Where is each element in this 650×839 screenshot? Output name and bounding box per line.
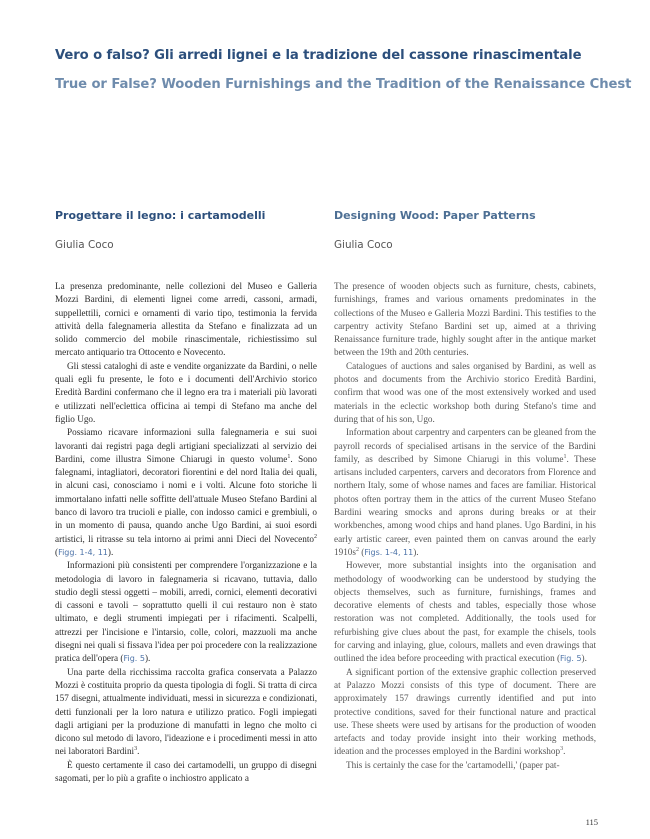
paragraph: È questo certamente il caso dei cartamodelli, un gruppo di disegni sagomati, per lo più a grafite o inchiostro applicato a bbox=[55, 759, 317, 783]
paragraph: Gli stessi cataloghi di aste e vendite organizzate da Bardini, o nelle quali egli fu presente, le foto e i documenti dell'Archivio storico Eredità Bardini confermano che il legno era tra i materiali più lavorati e utilizzati nell'eclettica officina ai tempi di Stefano ma anche del figlio Ugo. bbox=[55, 360, 317, 424]
footnote-marker[interactable]: 2 bbox=[314, 533, 317, 540]
footnote-marker[interactable]: 2 bbox=[355, 546, 359, 553]
author-italian: Giulia Coco bbox=[55, 239, 114, 251]
figure-reference[interactable]: Figg. 1-4, 11 bbox=[58, 547, 108, 557]
title-italian: Vero o falso? Gli arredi lignei e la tradizione del cassone rinascimentale bbox=[55, 48, 582, 63]
paragraph: However, more substantial insights into the organisation and methodology of woodworking can be understood by studying the objects themselves, such as furniture, furnishings, frames and decorative elements of chests and tables, especially those whose restoration was not completed. Additionally, the tools used for refurbishing give clues about the past, for example the chisels, tools for carving and inlaying, glue, colours, mallets and even drawings that outlined the idea before proceeding with practical execution (Fig. 5). bbox=[334, 560, 596, 664]
footnote-marker[interactable]: 3 bbox=[560, 746, 564, 753]
italian-column bbox=[55, 209, 317, 785]
author-english: Giulia Coco bbox=[334, 239, 393, 251]
paragraph: Informazioni più consistenti per comprendere l'organizzazione e la metodologia di lavoro in falegnameria si ricavano, tuttavia, dallo studio degli stessi oggetti – mobili, arredi, cornici, elementi decorativi di cassoni e tavoli – soprattutto quelli il cui restauro non è stato ultimato, e degli strumenti impiegati per i rifacimenti. Scalpelli, attrezzi per l'incisione e l'intarsio, colle, colori, mazzuoli ma anche disegni nei quali si fissava l'idea per poi procedere con la realizzazione pratica dell'opera (Fig. 5). bbox=[55, 560, 317, 664]
paragraph: This is certainly the case for the 'cartamodelli,' (paper pat- bbox=[346, 759, 560, 770]
figure-reference[interactable]: Fig. 5 bbox=[123, 654, 145, 664]
title-english: True or False? Wooden Furnishings and the Tradition of the Renaissance Chest bbox=[55, 77, 632, 92]
page-number: 115 bbox=[585, 817, 598, 827]
body-text-english bbox=[334, 280, 596, 772]
body-text-italian bbox=[55, 280, 317, 785]
paragraph: Una parte della ricchissima raccolta grafica conservata a Palazzo Mozzi è costituita proprio da questa tipologia di fogli. Si tratta di circa 157 disegni, attualmente individuati, messi in sicurezza e condizionati, detti funzionali per la loro natura e utilizzo pratico. Fogli impiegati dagli artigiani per la produzione di manufatti in legno che molto ci dicono sul metodo di lavoro, l'ideazione e i procedimenti messi in atto nei laboratori Bardini$^3$. bbox=[55, 666, 317, 757]
footnote-marker[interactable]: 3 bbox=[134, 746, 138, 753]
subtitle-english: Designing Wood: Paper Patterns bbox=[334, 209, 536, 222]
figure-reference[interactable]: Figs. 1-4, 11 bbox=[364, 547, 414, 557]
english-column bbox=[334, 209, 596, 772]
paragraph: A significant portion of the extensive graphic collection preserved at Palazzo Mozzi consists of this type of document. There are approximately 157 drawings currently identified and put into protective conditions, saved for their functional nature and practical use. These sheets were used by artisans for the production of wooden artefacts and today provide insight into their working methods, ideation and the processes employed in the Bardini workshop$^3$. bbox=[334, 666, 596, 757]
subtitle-italian: Progettare il legno: i cartamodelli bbox=[55, 209, 266, 222]
paragraph: Possiamo ricavare informazioni sulla falegnameria e sui suoi lavoranti dai registri paga degli artigiani specializzati al servizio dei Bardini, come illustra Simone Chiarugi in questo volume$^1$. Sono falegnami, intagliatori, decoratori fiorentini e del nord Italia dei quali, in alcuni casi, conosciamo i nomi e i volti. Alcune foto storiche li immortalano infatti nelle soffitte dell'attuale Museo Stefano Bardini al banco di lavoro tra trucioli e pialle, con indosso camici e grembiuli, o in un momento di pausa, quando anche Ugo Bardini, ai suoi esordi artistici, li ritrasse su tela intorno ai primi anni Dieci del Novecento$^2$ (Figg. 1-4, 11). bbox=[55, 427, 317, 557]
footnote-marker[interactable]: 1 bbox=[287, 453, 291, 460]
figure-reference[interactable]: Fig. 5 bbox=[560, 654, 582, 664]
paragraph: Information about carpentry and carpenters can be gleaned from the payroll records of specialised artisans in the service of the Bardini family, as described by Simone Chiarugi in this volume$^1$. These artisans included carpenters, carvers and decorators from Florence and northern Italy, some of whose names and faces are familiar. Historical photos often portray them in the attics of the current Museo Stefano Bardini wearing smocks and aprons during breaks or at their workbenches, among wood chips and hand planes. Ugo Bardini, in his early artistic career, even painted them on canvas around the early $1910s^2$ (Figs. 1-4, 11). bbox=[334, 427, 596, 557]
paragraph: Catalogues of auctions and sales organised by Bardini, as well as photos and documents from the Archivio storico Eredità Bardini, confirm that wood was one of the most extensively worked and used materials in the eclectic workshop both during Stefano's time and during that of his son, Ugo. bbox=[334, 360, 596, 424]
footnote-marker[interactable]: 1 bbox=[563, 453, 567, 460]
paragraph: The presence of wooden objects such as furniture, chests, cabinets, furnishings, frames and various ornaments predominates in the collections of the Museo e Galleria Mozzi Bardini. This testifies to the carpentry activity Stefano Bardini set up, aimed at a thriving Renaissance furniture trade, highly sought after in the antique market between the 19th and 20th centuries. bbox=[334, 281, 596, 358]
paragraph: La presenza predominante, nelle collezioni del Museo e Galleria Mozzi Bardini, di elementi lignei come arredi, cassoni, armadi, suppellettili, cornici e ornamenti di vario tipo, testimonia la fervida attività della falegnameria allestita da Stefano e finalizzata ad un solido commercio del mobile rinascimentale, richiestissimo sul mercato antiquario tra Ottocento e Novecento. bbox=[55, 281, 317, 358]
